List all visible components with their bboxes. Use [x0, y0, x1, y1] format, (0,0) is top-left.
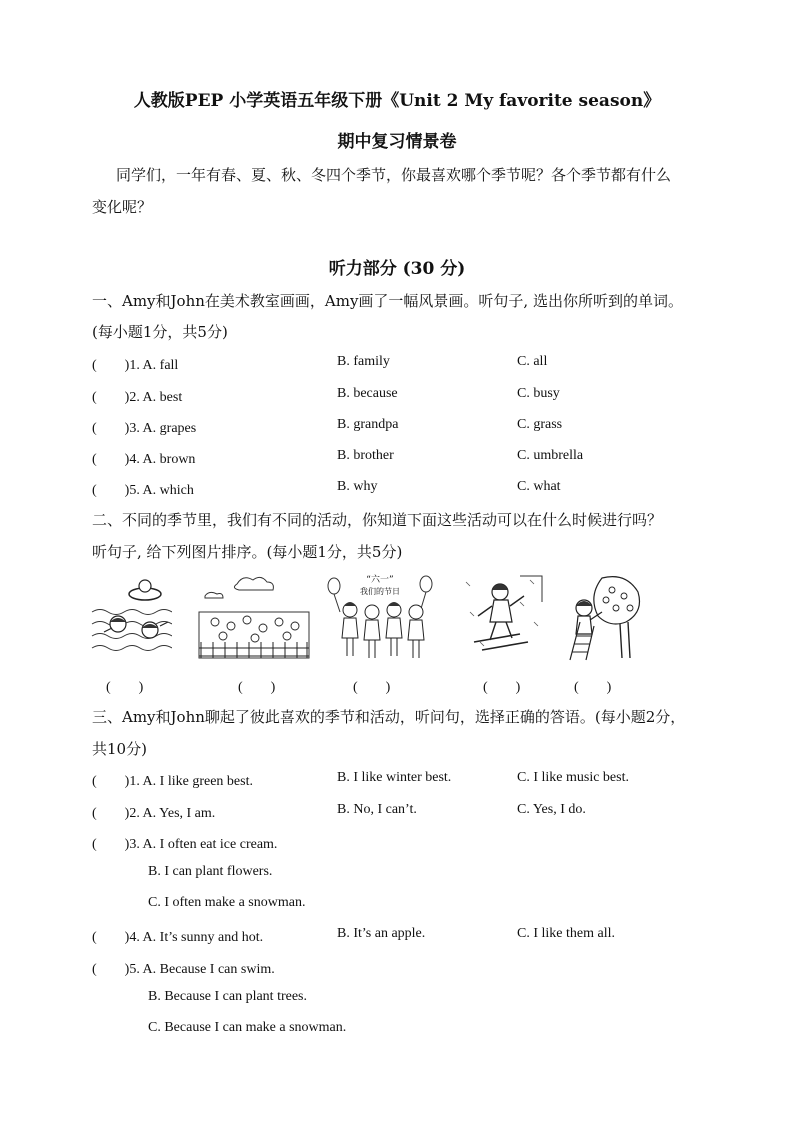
part3-q4-option-c: C. I like them all. [517, 926, 615, 941]
picture-5-answer-paren[interactable]: ( ) [574, 680, 612, 695]
part1-q2-option-c: C. busy [517, 386, 560, 401]
part2-instruction: 二、不同的季节里，我们有不同的活动，你知道下面这些活动可以在什么时候进行吗？ [92, 511, 663, 529]
childrens-day-subtitle: 我们的节日 [360, 587, 400, 596]
part3-q2-option-a: ( )2. A. Yes, I am. [92, 806, 216, 821]
picture-1-answer-paren[interactable]: ( ) [106, 680, 144, 695]
part3-q1-option-a: ( )1. A. I like green best. [92, 774, 253, 789]
childrens-day-banner: “六一” [366, 575, 394, 585]
part1-q2-option-b: B. because [337, 386, 398, 401]
part3-q3-option-c: C. I often make a snowman. [148, 895, 306, 910]
part2-instruction-score: 听句子, 给下列图片排序。(每小题1分，共5分) [92, 543, 403, 561]
part1-q2-option-a: ( )2. A. best [92, 390, 183, 405]
intro-line-2: 变化呢？ [92, 198, 153, 216]
part3-q5-option-a: ( )5. A. Because I can swim. [92, 962, 275, 977]
part1-instruction-score: (每小题1分，共5分) [92, 323, 228, 341]
document-subtitle: 期中复习情景卷 [337, 132, 457, 152]
part3-q4-option-a: ( )4. A. It’s sunny and hot. [92, 930, 264, 945]
part1-q3-option-c: C. grass [517, 417, 563, 432]
part1-q3-option-a: ( )3. A. grapes [92, 421, 197, 436]
swimming-picture [90, 572, 172, 662]
part3-instruction: 三、Amy和John聊起了彼此喜欢的季节和活动，听问句，选择正确的答语。(每小题2分， [92, 708, 686, 726]
part3-q3-option-b: B. I can plant flowers. [148, 864, 273, 879]
part1-q5-option-b: B. why [337, 479, 378, 494]
part3-q5-option-b: B. Because I can plant trees. [148, 989, 307, 1004]
childrens-day-picture [322, 572, 438, 662]
part1-instruction: 一、Amy和John在美术教室画画，Amy画了一幅风景画。听句子, 选出你所听到的单词。 [92, 292, 683, 310]
flowers-picture [197, 572, 311, 662]
part3-instruction-score: 共10分) [92, 740, 147, 758]
part1-q4-option-b: B. brother [337, 448, 394, 463]
part3-q3-option-a: ( )3. A. I often eat ice cream. [92, 837, 278, 852]
part3-q2-option-c: C. Yes, I do. [517, 802, 586, 817]
picture-4-answer-paren[interactable]: ( ) [483, 680, 521, 695]
part1-q5-option-a: ( )5. A. which [92, 483, 194, 498]
picture-3-answer-paren[interactable]: ( ) [353, 680, 391, 695]
part1-q3-option-b: B. grandpa [337, 417, 399, 432]
part3-q2-option-b: B. No, I can’t. [337, 802, 417, 817]
part1-q1-option-c: C. all [517, 354, 548, 369]
part3-q1-option-b: B. I like winter best. [337, 770, 452, 785]
part3-q1-option-c: C. I like music best. [517, 770, 629, 785]
part1-q1-option-b: B. family [337, 354, 390, 369]
skiing-picture [460, 572, 544, 662]
picture-2-answer-paren[interactable]: ( ) [238, 680, 276, 695]
listening-section-heading: 听力部分 (30 分) [328, 259, 466, 279]
part3-q5-option-c: C. Because I can make a snowman. [148, 1020, 347, 1035]
part3-q4-option-b: B. It’s an apple. [337, 926, 426, 941]
part1-q4-option-a: ( )4. A. brown [92, 452, 196, 467]
part1-q4-option-c: C. umbrella [517, 448, 584, 463]
part1-q1-option-a: ( )1. A. fall [92, 358, 179, 373]
part1-q5-option-c: C. what [517, 479, 561, 494]
intro-line-1: 同学们，一年有春、夏、秋、冬四个季节，你最喜欢哪个季节呢？各个季节都有什么 [116, 166, 672, 184]
picking-apples-picture [562, 572, 644, 662]
document-title: 人教版PEP 小学英语五年级下册《Unit 2 My favorite season》 [133, 91, 661, 111]
